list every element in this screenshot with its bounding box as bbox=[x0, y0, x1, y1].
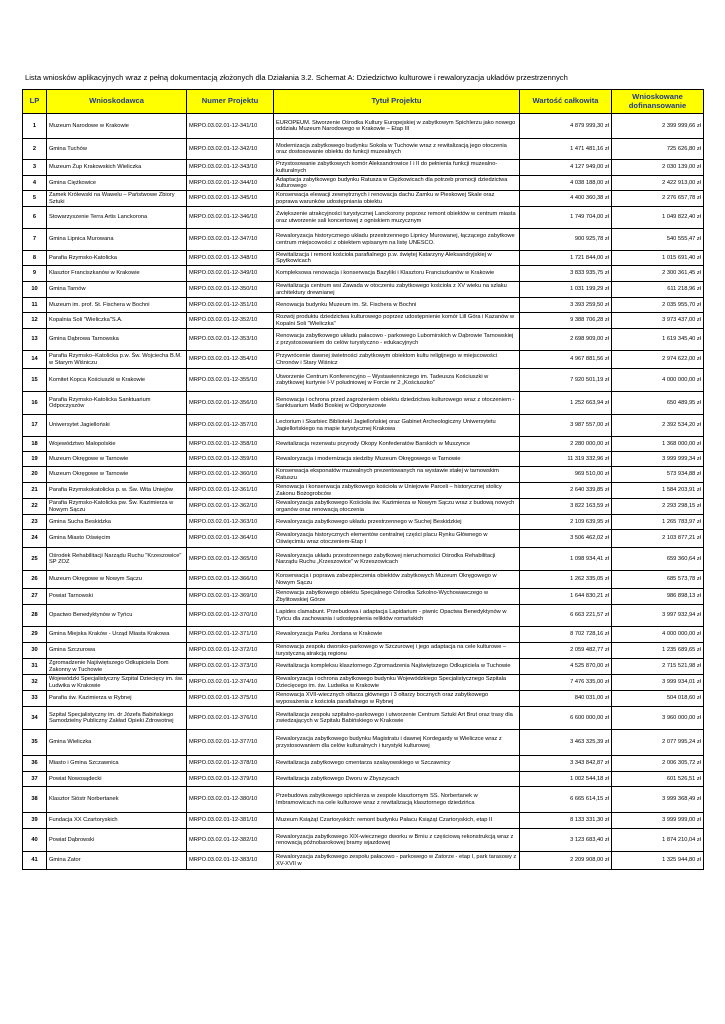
row-applicant: Parafia Rzymsko-Katolicka Sanktuarium Odpoczyszów bbox=[47, 392, 187, 415]
row-project-number: MRPO.03.02.01-12-341/10 bbox=[187, 114, 274, 139]
table-row bbox=[23, 548, 704, 571]
row-total-value: 969 510,00 zł bbox=[520, 467, 612, 483]
row-lp: 14 bbox=[23, 351, 47, 369]
row-project-title: Renowacja XVII-wiecznych ołtarza głównego i 3 ołtarzy bocznych oraz zabytkowego wyposażenia z kościoła parafialnego w Rybnej bbox=[274, 691, 520, 707]
row-total-value: 1 262 335,05 zł bbox=[520, 571, 612, 589]
row-requested-cofinancing: 1 619 345,40 zł bbox=[612, 329, 704, 351]
row-total-value: 4 038 188,00 zł bbox=[520, 176, 612, 191]
row-total-value: 4 400 360,38 zł bbox=[520, 191, 612, 207]
row-total-value: 3 833 935,75 zł bbox=[520, 266, 612, 282]
row-lp: 24 bbox=[23, 530, 47, 548]
row-project-title: Przywrócenie dawnej świetności zabytkowym obiektom kultu religijnego w miejscowości Chronów i Stary Wiśnicz bbox=[274, 351, 520, 369]
row-project-title: Lapides clamabunt. Przebudowa i adaptacja Lapidarium - piwnic Opactwa Benedyktynów w Tyńcu dla zachowania i udostępnienia reliktów romańskich bbox=[274, 605, 520, 627]
row-total-value: 2 109 639,95 zł bbox=[520, 515, 612, 530]
row-requested-cofinancing: 4 000 000,00 zł bbox=[612, 369, 704, 392]
row-lp: 23 bbox=[23, 515, 47, 530]
row-lp: 2 bbox=[23, 139, 47, 160]
row-applicant: Gmina Szczurowa bbox=[47, 643, 187, 659]
row-project-title: Rewaloryzacja i ochrona zabytkowego budynku Wojewódzkiego Specjalistycznego Szpitala Dziecięcego im. św. Ludwika w Krakowie bbox=[274, 675, 520, 691]
row-requested-cofinancing: 573 934,88 zł bbox=[612, 467, 704, 483]
row-project-title: Renowacja budynku Muzeum im. St. Fischera w Bochni bbox=[274, 298, 520, 313]
row-applicant: Gmina Lipnica Murowana bbox=[47, 229, 187, 251]
row-lp: 19 bbox=[23, 452, 47, 467]
row-project-number: MRPO.03.02.01-12-351/10 bbox=[187, 298, 274, 313]
row-project-title: Kompleksowa renowacja i konserwacja Bazyliki i Klasztoru Franciszkanów w Krakowie bbox=[274, 266, 520, 282]
row-project-title: Utworzenie Centrum Konferencyjno – Wystawienniczego im. Tadeusza Kościuszki w zabytkowej kurtynie I-V południowej w Forcie nr 2 „Kościuszko” bbox=[274, 369, 520, 392]
row-total-value: 6 665 614,15 zł bbox=[520, 787, 612, 813]
row-total-value: 1 644 830,21 zł bbox=[520, 589, 612, 605]
table-row bbox=[23, 787, 704, 813]
row-total-value: 9 388 706,28 zł bbox=[520, 313, 612, 329]
table-row bbox=[23, 437, 704, 452]
row-project-number: MRPO.03.02.01-12-378/10 bbox=[187, 756, 274, 772]
row-lp: 16 bbox=[23, 392, 47, 415]
row-applicant: Muzeum Żup Krakowskich Wieliczka bbox=[47, 160, 187, 176]
table-row bbox=[23, 415, 704, 437]
header-requested-cofinancing: Wnioskowane dofinansowanie bbox=[612, 90, 704, 114]
row-lp: 41 bbox=[23, 852, 47, 870]
row-requested-cofinancing: 1 874 210,04 zł bbox=[612, 829, 704, 852]
table-row bbox=[23, 298, 704, 313]
table-row bbox=[23, 627, 704, 643]
row-lp: 4 bbox=[23, 176, 47, 191]
row-applicant: Gmina Miejska Kraków - Urząd Miasta Krakowa bbox=[47, 627, 187, 643]
row-project-number: MRPO.03.02.01-12-342/10 bbox=[187, 139, 274, 160]
table-row bbox=[23, 605, 704, 627]
row-applicant: Gmina Ciężkowice bbox=[47, 176, 187, 191]
row-project-title: Muzeum Książąt Czartoryskich: remont budynku Pałacu Książąt Czartoryskich, etap II bbox=[274, 813, 520, 829]
row-requested-cofinancing: 2 422 913,00 zł bbox=[612, 176, 704, 191]
row-lp: 20 bbox=[23, 467, 47, 483]
row-applicant: Powiat Nowosądecki bbox=[47, 772, 187, 787]
row-lp: 5 bbox=[23, 191, 47, 207]
row-lp: 30 bbox=[23, 643, 47, 659]
table-row bbox=[23, 114, 704, 139]
row-project-title: Renowacja zabytkowego obiektu Specjalnego Ośrodka Szkolno-Wychowawczego w Żbylitowskiej Górze bbox=[274, 589, 520, 605]
row-requested-cofinancing: 2 715 521,98 zł bbox=[612, 659, 704, 675]
row-project-number: MRPO.03.02.01-12-361/10 bbox=[187, 483, 274, 499]
row-project-title: Rewaloryzacja historycznego układu przestrzennego Lipnicy Murowanej, łączącego zabytkowe centrum miejscowości z obiektem wpisanym na listę UNESCO. bbox=[274, 229, 520, 251]
row-total-value: 840 031,00 zł bbox=[520, 691, 612, 707]
row-lp: 37 bbox=[23, 772, 47, 787]
row-requested-cofinancing: 1 368 000,00 zł bbox=[612, 437, 704, 452]
row-total-value: 6 663 221,57 zł bbox=[520, 605, 612, 627]
row-total-value: 3 463 325,39 zł bbox=[520, 730, 612, 756]
row-requested-cofinancing: 611 218,96 zł bbox=[612, 282, 704, 298]
header-lp: LP bbox=[23, 90, 47, 114]
row-requested-cofinancing: 2 300 361,45 zł bbox=[612, 266, 704, 282]
row-total-value: 8 133 331,30 zł bbox=[520, 813, 612, 829]
row-applicant: Komitet Kopca Kościuszki w Krakowie bbox=[47, 369, 187, 392]
row-requested-cofinancing: 2 103 877,21 zł bbox=[612, 530, 704, 548]
row-applicant: Gmina Sucha Beskidzka bbox=[47, 515, 187, 530]
row-requested-cofinancing: 2 006 305,72 zł bbox=[612, 756, 704, 772]
row-applicant: Gmina Dąbrowa Tarnowska bbox=[47, 329, 187, 351]
row-lp: 12 bbox=[23, 313, 47, 329]
row-project-title: Rewitalizacja zespołu szpitalno-parkowego i utworzenie Centrum Sztuki Art Brut oraz trasy dla zwiedzających w Szpitalu Babińskiego w Krakowie bbox=[274, 707, 520, 730]
table-row bbox=[23, 675, 704, 691]
row-project-title: Rewitalizacja rezerwatu przyrody Okopy Konfederatów Barskich w Muszynce bbox=[274, 437, 520, 452]
row-requested-cofinancing: 685 573,78 zł bbox=[612, 571, 704, 589]
row-total-value: 4 525 870,00 zł bbox=[520, 659, 612, 675]
row-requested-cofinancing: 2 030 139,00 zł bbox=[612, 160, 704, 176]
row-project-number: MRPO.03.02.01-12-374/10 bbox=[187, 675, 274, 691]
row-project-title: Rewaloryzacja i modernizacja siedziby Muzeum Okręgowego w Tarnowie bbox=[274, 452, 520, 467]
row-requested-cofinancing: 1 049 822,40 zł bbox=[612, 207, 704, 229]
row-applicant: Opactwo Benedyktynów w Tyńcu bbox=[47, 605, 187, 627]
table-row bbox=[23, 191, 704, 207]
row-requested-cofinancing: 601 526,51 zł bbox=[612, 772, 704, 787]
row-total-value: 4 127 949,00 zł bbox=[520, 160, 612, 176]
row-applicant: Parafia Rzymsko–Katolicka p.w. Św. Wojciecha B.M. w Starym Wiśniczu bbox=[47, 351, 187, 369]
row-lp: 31 bbox=[23, 659, 47, 675]
row-lp: 21 bbox=[23, 483, 47, 499]
row-applicant: Gmina Zator bbox=[47, 852, 187, 870]
table-row bbox=[23, 282, 704, 298]
row-applicant: Gmina Miasto Oświęcim bbox=[47, 530, 187, 548]
table-header-row bbox=[23, 90, 704, 114]
table-row bbox=[23, 351, 704, 369]
row-total-value: 3 123 683,40 zł bbox=[520, 829, 612, 852]
row-project-number: MRPO.03.02.01-12-383/10 bbox=[187, 852, 274, 870]
row-lp: 33 bbox=[23, 691, 47, 707]
row-project-number: MRPO.03.02.01-12-346/10 bbox=[187, 207, 274, 229]
table-row bbox=[23, 266, 704, 282]
row-total-value: 2 640 339,85 zł bbox=[520, 483, 612, 499]
row-lp: 1 bbox=[23, 114, 47, 139]
row-total-value: 1 031 199,29 zł bbox=[520, 282, 612, 298]
row-project-title: Adaptacja zabytkowego budynku Ratusza w Ciężkowicach dla potrzeb promocji dziedzictwa kulturowego bbox=[274, 176, 520, 191]
row-applicant: Województwo Małopolskie bbox=[47, 437, 187, 452]
row-project-title: Rewaloryzacja Parku Jordana w Krakowie bbox=[274, 627, 520, 643]
table-row bbox=[23, 813, 704, 829]
row-total-value: 3 506 462,02 zł bbox=[520, 530, 612, 548]
row-applicant: Muzeum Okręgowe w Nowym Sączu bbox=[47, 571, 187, 589]
row-requested-cofinancing: 1 325 944,80 zł bbox=[612, 852, 704, 870]
row-project-title: EUROPEUM. Stworzenie Ośrodka Kultury Europejskiej w zabytkowym Spichlerzu jako nowego oddziału Muzeum Narodowego w Krakowie – Etap III bbox=[274, 114, 520, 139]
table-row bbox=[23, 772, 704, 787]
table-row bbox=[23, 691, 704, 707]
row-applicant: Muzeum Okręgowe w Tarnowie bbox=[47, 467, 187, 483]
row-project-number: MRPO.03.02.01-12-360/10 bbox=[187, 467, 274, 483]
row-project-number: MRPO.03.02.01-12-348/10 bbox=[187, 251, 274, 266]
row-project-title: Lectorium i Skarbiec Biblioteki Jagiellońskiej oraz Gabinet Archeologiczny Uniwersytetu Jagiellońskiego na mapie turystycznej Krakowa bbox=[274, 415, 520, 437]
row-total-value: 1 721 844,00 zł bbox=[520, 251, 612, 266]
row-project-number: MRPO.03.02.01-12-366/10 bbox=[187, 571, 274, 589]
table-row bbox=[23, 707, 704, 730]
row-total-value: 2 280 000,00 zł bbox=[520, 437, 612, 452]
row-lp: 13 bbox=[23, 329, 47, 351]
row-project-title: Rewitalizacja centrum wsi Zawada w otoczeniu zabytkowego kościoła z XV wieku na szlaku architektury drewnianej bbox=[274, 282, 520, 298]
row-total-value: 2 059 482,77 zł bbox=[520, 643, 612, 659]
row-applicant: Gmina Tuchów bbox=[47, 139, 187, 160]
row-applicant: Wojewódzki Specjalistyczny Szpital Dziecięcy im. św. Ludwika w Krakowie bbox=[47, 675, 187, 691]
row-requested-cofinancing: 986 898,13 zł bbox=[612, 589, 704, 605]
header-project-title: Tytuł Projektu bbox=[274, 90, 520, 114]
row-requested-cofinancing: 2 392 534,20 zł bbox=[612, 415, 704, 437]
row-project-title: Przystosowanie zabytkowych komór Aleksandrowice I i II do pełnienia funkcji muzealno-kulturalnych bbox=[274, 160, 520, 176]
row-total-value: 7 920 501,19 zł bbox=[520, 369, 612, 392]
row-project-number: MRPO.03.02.01-12-375/10 bbox=[187, 691, 274, 707]
document-caption: Lista wniosków aplikacyjnych wraz z pełną dokumentacją złożonych dla Działania 3.2. Schemat A: Dziedzictwo kulturowe i rewaloryzacja układów przestrzennych bbox=[25, 73, 568, 82]
row-project-number: MRPO.03.02.01-12-372/10 bbox=[187, 643, 274, 659]
table-row bbox=[23, 160, 704, 176]
row-applicant: Ośrodek Rehabilitacji Narządu Ruchu "Krzeszowice" SP ZOZ bbox=[47, 548, 187, 571]
row-project-number: MRPO.03.02.01-12-373/10 bbox=[187, 659, 274, 675]
row-requested-cofinancing: 3 999 999,34 zł bbox=[612, 452, 704, 467]
row-requested-cofinancing: 2 399 999,66 zł bbox=[612, 114, 704, 139]
row-project-number: MRPO.03.02.01-12-364/10 bbox=[187, 530, 274, 548]
row-project-title: Renowacja i konserwacja zabytkowego kościoła w Uniejowie Parceli – historycznej stolicy Zakonu Bożogrobców bbox=[274, 483, 520, 499]
row-project-title: Rewaloryzacja zabytkowego budynku Magistratu i dawnej Kordegardy w Wieliczce wraz z przystosowaniem dla celów kulturalnych i turystyki kulturowej bbox=[274, 730, 520, 756]
row-applicant: Miasto i Gmina Szczawnica bbox=[47, 756, 187, 772]
row-project-number: MRPO.03.02.01-12-370/10 bbox=[187, 605, 274, 627]
row-project-number: MRPO.03.02.01-12-344/10 bbox=[187, 176, 274, 191]
table-row bbox=[23, 829, 704, 852]
row-lp: 26 bbox=[23, 571, 47, 589]
row-project-title: Rewitalizacja i remont kościoła parafialnego p.w. świętej Katarzyny Aleksandryjskiej w Spytkowicach bbox=[274, 251, 520, 266]
row-project-title: Rewaloryzacja zabytkowego zespołu pałacowo - parkowego w Zatorze - etap I, park tarasowy z XV-XVII w bbox=[274, 852, 520, 870]
row-lp: 34 bbox=[23, 707, 47, 730]
row-requested-cofinancing: 3 973 437,00 zł bbox=[612, 313, 704, 329]
row-project-title: Konserwacja i poprawa zabezpieczenia obiektów zabytkowych Muzeum Okręgowego w Nowym Sączu bbox=[274, 571, 520, 589]
header-applicant: Wnioskodawca bbox=[47, 90, 187, 114]
row-total-value: 11 319 332,96 zł bbox=[520, 452, 612, 467]
row-project-title: Rewitalizacja zabytkowego Dworu w Zbyszycach bbox=[274, 772, 520, 787]
row-project-number: MRPO.03.02.01-12-382/10 bbox=[187, 829, 274, 852]
row-total-value: 3 822 163,59 zł bbox=[520, 499, 612, 515]
table-row bbox=[23, 530, 704, 548]
row-project-title: Konserwacja eksponatów muzealnych prezentowanych na wystawie stałej w tarnowskim Ratuszu bbox=[274, 467, 520, 483]
row-applicant: Powiat Dąbrowski bbox=[47, 829, 187, 852]
table-row bbox=[23, 499, 704, 515]
row-lp: 40 bbox=[23, 829, 47, 852]
row-applicant: Fundacja XX Czartoryskich bbox=[47, 813, 187, 829]
row-applicant: Parafia Rzymsko-Katolicka bbox=[47, 251, 187, 266]
row-lp: 6 bbox=[23, 207, 47, 229]
table-row bbox=[23, 571, 704, 589]
row-project-title: Rewaloryzacja zabytkowego XIX-wiecznego dworku w Brniu z częściową rekonstrukcją wraz z renowacją późnobarokowej bramy wjazdowej bbox=[274, 829, 520, 852]
row-applicant: Parafia Rzymskokatolicka p. w. Św. Wita Uniejów bbox=[47, 483, 187, 499]
row-requested-cofinancing: 504 018,60 zł bbox=[612, 691, 704, 707]
row-project-number: MRPO.03.02.01-12-356/10 bbox=[187, 392, 274, 415]
row-project-title: Modernizacja zabytkowego budynku Sokoła w Tuchowie wraz z rewitalizacją jego otoczenia oraz dostosowanie obiektu do funkcji muzealnych bbox=[274, 139, 520, 160]
row-total-value: 3 343 842,87 zł bbox=[520, 756, 612, 772]
row-project-title: Renowacja zabytkowego układu pałacowo - parkowego Lubomirskich w Dąbrowie Tarnowskiej z przystosowaniem do celów turystyczno - edukacyjnych bbox=[274, 329, 520, 351]
row-total-value: 4 967 881,56 zł bbox=[520, 351, 612, 369]
row-lp: 28 bbox=[23, 605, 47, 627]
table-row bbox=[23, 483, 704, 499]
row-project-number: MRPO.03.02.01-12-359/10 bbox=[187, 452, 274, 467]
row-lp: 10 bbox=[23, 282, 47, 298]
row-total-value: 3 987 557,00 zł bbox=[520, 415, 612, 437]
row-requested-cofinancing: 4 000 000,00 zł bbox=[612, 627, 704, 643]
row-total-value: 3 393 259,50 zł bbox=[520, 298, 612, 313]
row-lp: 25 bbox=[23, 548, 47, 571]
row-lp: 39 bbox=[23, 813, 47, 829]
row-requested-cofinancing: 1 235 689,65 zł bbox=[612, 643, 704, 659]
row-total-value: 4 879 999,30 zł bbox=[520, 114, 612, 139]
row-total-value: 1 252 663,94 zł bbox=[520, 392, 612, 415]
table-row bbox=[23, 369, 704, 392]
row-lp: 17 bbox=[23, 415, 47, 437]
row-total-value: 8 702 728,16 zł bbox=[520, 627, 612, 643]
row-requested-cofinancing: 540 555,47 zł bbox=[612, 229, 704, 251]
header-project-number: Numer Projektu bbox=[187, 90, 274, 114]
row-requested-cofinancing: 659 360,64 zł bbox=[612, 548, 704, 571]
row-project-number: MRPO.03.02.01-12-345/10 bbox=[187, 191, 274, 207]
row-total-value: 6 600 000,00 zł bbox=[520, 707, 612, 730]
row-applicant: Zamek Królewski na Wawelu – Państwowe Zbiory Sztuki bbox=[47, 191, 187, 207]
row-total-value: 2 698 909,00 zł bbox=[520, 329, 612, 351]
row-lp: 32 bbox=[23, 675, 47, 691]
header-total-value: Wartość całkowita bbox=[520, 90, 612, 114]
row-project-number: MRPO.03.02.01-12-377/10 bbox=[187, 730, 274, 756]
table-row bbox=[23, 643, 704, 659]
row-applicant: Muzeum Narodowe w Krakowie bbox=[47, 114, 187, 139]
row-total-value: 7 476 335,00 zł bbox=[520, 675, 612, 691]
row-project-title: Rewaloryzacja historycznych elementów centralnej części placu Rynku Głównego w Oświęcimiu wraz otoczeniem-Etap I bbox=[274, 530, 520, 548]
row-project-number: MRPO.03.02.01-12-379/10 bbox=[187, 772, 274, 787]
row-project-title: Konserwacja elewacji zewnętrznych i renowacja dachu Zamku w Pieskowej Skale oraz poprawa warunków udostępniania obiektu bbox=[274, 191, 520, 207]
row-project-number: MRPO.03.02.01-12-365/10 bbox=[187, 548, 274, 571]
row-lp: 36 bbox=[23, 756, 47, 772]
row-total-value: 2 209 908,00 zł bbox=[520, 852, 612, 870]
row-lp: 11 bbox=[23, 298, 47, 313]
row-requested-cofinancing: 2 293 298,15 zł bbox=[612, 499, 704, 515]
row-project-number: MRPO.03.02.01-12-376/10 bbox=[187, 707, 274, 730]
row-project-title: Rewaloryzacja zabytkowego układu przestrzennego w Suchej Beskidzkiej bbox=[274, 515, 520, 530]
row-requested-cofinancing: 1 015 691,40 zł bbox=[612, 251, 704, 266]
row-requested-cofinancing: 1 584 203,91 zł bbox=[612, 483, 704, 499]
table-row bbox=[23, 452, 704, 467]
table-row bbox=[23, 207, 704, 229]
row-project-number: MRPO.03.02.01-12-353/10 bbox=[187, 329, 274, 351]
row-requested-cofinancing: 3 999 368,49 zł bbox=[612, 787, 704, 813]
row-lp: 29 bbox=[23, 627, 47, 643]
table-row bbox=[23, 329, 704, 351]
row-project-number: MRPO.03.02.01-12-371/10 bbox=[187, 627, 274, 643]
row-total-value: 1 002 544,18 zł bbox=[520, 772, 612, 787]
row-applicant: Klasztor Sióstr Norbertanek bbox=[47, 787, 187, 813]
row-project-title: Rewaloryzacja układu przestrzennego zabytkowej nieruchomości Ośrodka Rehabilitacji Narządu Ruchu „Krzeszowice” w Krzeszowicach bbox=[274, 548, 520, 571]
row-project-number: MRPO.03.02.01-12-350/10 bbox=[187, 282, 274, 298]
row-lp: 3 bbox=[23, 160, 47, 176]
row-project-title: Rewaloryzacja zabytkowego Kościoła św. Kazimierza w Nowym Sączu wraz z budową nowych organów oraz renowacją otoczenia bbox=[274, 499, 520, 515]
row-project-number: MRPO.03.02.01-12-357/10 bbox=[187, 415, 274, 437]
row-project-title: Rozwój produktu dziedzictwa kulturowego poprzez udostępnienie komór Lill Góra i Kazanów w Kopalni Soli "Wieliczka" bbox=[274, 313, 520, 329]
row-project-number: MRPO.03.02.01-12-363/10 bbox=[187, 515, 274, 530]
row-project-number: MRPO.03.02.01-12-352/10 bbox=[187, 313, 274, 329]
row-project-title: Rewitalizacja kompleksu klasztornego Zgromadzenia Najświętszego Odkupiciela w Tuchowie bbox=[274, 659, 520, 675]
row-requested-cofinancing: 3 997 932,94 zł bbox=[612, 605, 704, 627]
row-requested-cofinancing: 2 035 955,70 zł bbox=[612, 298, 704, 313]
row-lp: 18 bbox=[23, 437, 47, 452]
table-row bbox=[23, 251, 704, 266]
table-row bbox=[23, 139, 704, 160]
row-project-number: MRPO.03.02.01-12-358/10 bbox=[187, 437, 274, 452]
table-row bbox=[23, 756, 704, 772]
row-project-number: MRPO.03.02.01-12-343/10 bbox=[187, 160, 274, 176]
applications-table bbox=[22, 89, 704, 870]
row-applicant: Stowarzyszenie Terra Artis Lanckorona bbox=[47, 207, 187, 229]
row-lp: 27 bbox=[23, 589, 47, 605]
row-lp: 38 bbox=[23, 787, 47, 813]
table-row bbox=[23, 176, 704, 191]
table-row bbox=[23, 659, 704, 675]
row-applicant: Zgromadzenie Najświętszego Odkupiciela Dom Zakonny w Tuchowie bbox=[47, 659, 187, 675]
row-applicant: Kopalnia Soli "Wieliczka"S.A. bbox=[47, 313, 187, 329]
row-applicant: Szpital Specjalistyczny im. dr Józefa Babińskiego Samodzielny Publiczny Zakład Opieki Zdrowotnej bbox=[47, 707, 187, 730]
row-requested-cofinancing: 2 077 995,24 zł bbox=[612, 730, 704, 756]
row-lp: 7 bbox=[23, 229, 47, 251]
row-requested-cofinancing: 725 626,80 zł bbox=[612, 139, 704, 160]
row-applicant: Uniwersytet Jagielloński bbox=[47, 415, 187, 437]
row-requested-cofinancing: 3 999 999,00 zł bbox=[612, 813, 704, 829]
row-applicant: Parafia św. Kazimierza w Rybnej bbox=[47, 691, 187, 707]
row-project-number: MRPO.03.02.01-12-381/10 bbox=[187, 813, 274, 829]
row-applicant: Parafia Rzymsko-Katolicka pw. Św. Kazimierza w Nowym Sączu bbox=[47, 499, 187, 515]
row-project-number: MRPO.03.02.01-12-369/10 bbox=[187, 589, 274, 605]
row-total-value: 900 925,78 zł bbox=[520, 229, 612, 251]
table-row bbox=[23, 730, 704, 756]
row-project-number: MRPO.03.02.01-12-347/10 bbox=[187, 229, 274, 251]
row-project-title: Renowacja i ochrona przed zagrożeniem obiektu dziedzictwa kulturowego wraz z otoczeniem - Sanktuarium Matki Boskiej w Odporyszowie bbox=[274, 392, 520, 415]
row-lp: 8 bbox=[23, 251, 47, 266]
row-requested-cofinancing: 650 489,95 zł bbox=[612, 392, 704, 415]
row-requested-cofinancing: 2 974 622,00 zł bbox=[612, 351, 704, 369]
row-applicant: Gmina Wieliczka bbox=[47, 730, 187, 756]
row-project-title: Przebudowa zabytkowego spichlerza w zespole klasztornym SS. Norbertanek w Imbramowicach na cele kulturowe wraz z rewitalizacją klasztornego dziedzińca bbox=[274, 787, 520, 813]
table-row bbox=[23, 229, 704, 251]
row-lp: 9 bbox=[23, 266, 47, 282]
row-project-number: MRPO.03.02.01-12-354/10 bbox=[187, 351, 274, 369]
row-lp: 22 bbox=[23, 499, 47, 515]
row-applicant: Muzeum Okręgowe w Tarnowie bbox=[47, 452, 187, 467]
table-row bbox=[23, 392, 704, 415]
row-project-number: MRPO.03.02.01-12-362/10 bbox=[187, 499, 274, 515]
row-applicant: Gmina Tarnów bbox=[47, 282, 187, 298]
row-lp: 35 bbox=[23, 730, 47, 756]
row-applicant: Powiat Tarnowski bbox=[47, 589, 187, 605]
row-applicant: Klasztor Franciszkanów w Krakowie bbox=[47, 266, 187, 282]
row-lp: 15 bbox=[23, 369, 47, 392]
row-project-title: Rewitalizacja zabytkowego cmentarza szalayowskiego w Szczawnicy bbox=[274, 756, 520, 772]
row-total-value: 1 471 481,16 zł bbox=[520, 139, 612, 160]
row-requested-cofinancing: 3 999 934,01 zł bbox=[612, 675, 704, 691]
table-row bbox=[23, 515, 704, 530]
row-project-title: Renowacja zespołu dworsko-parkowego w Szczurowej i jego adaptacja na cele kulturowe – turystyczną atrakcją regionu bbox=[274, 643, 520, 659]
row-project-number: MRPO.03.02.01-12-380/10 bbox=[187, 787, 274, 813]
table-row bbox=[23, 313, 704, 329]
table-row bbox=[23, 467, 704, 483]
row-applicant: Muzeum im. prof. St. Fischera w Bochni bbox=[47, 298, 187, 313]
row-project-title: Zwiększenie atrakcyjności turystycznej Lanckorony poprzez remont obiektów w centrum miasta oraz utworzenie sali koncertowej z ogniskiem muzycznym bbox=[274, 207, 520, 229]
row-requested-cofinancing: 3 960 000,00 zł bbox=[612, 707, 704, 730]
row-total-value: 1 098 934,41 zł bbox=[520, 548, 612, 571]
row-total-value: 1 749 704,00 zł bbox=[520, 207, 612, 229]
row-requested-cofinancing: 1 265 783,97 zł bbox=[612, 515, 704, 530]
table-row bbox=[23, 852, 704, 870]
row-project-number: MRPO.03.02.01-12-355/10 bbox=[187, 369, 274, 392]
table-row bbox=[23, 589, 704, 605]
row-project-number: MRPO.03.02.01-12-349/10 bbox=[187, 266, 274, 282]
row-requested-cofinancing: 2 276 657,78 zł bbox=[612, 191, 704, 207]
